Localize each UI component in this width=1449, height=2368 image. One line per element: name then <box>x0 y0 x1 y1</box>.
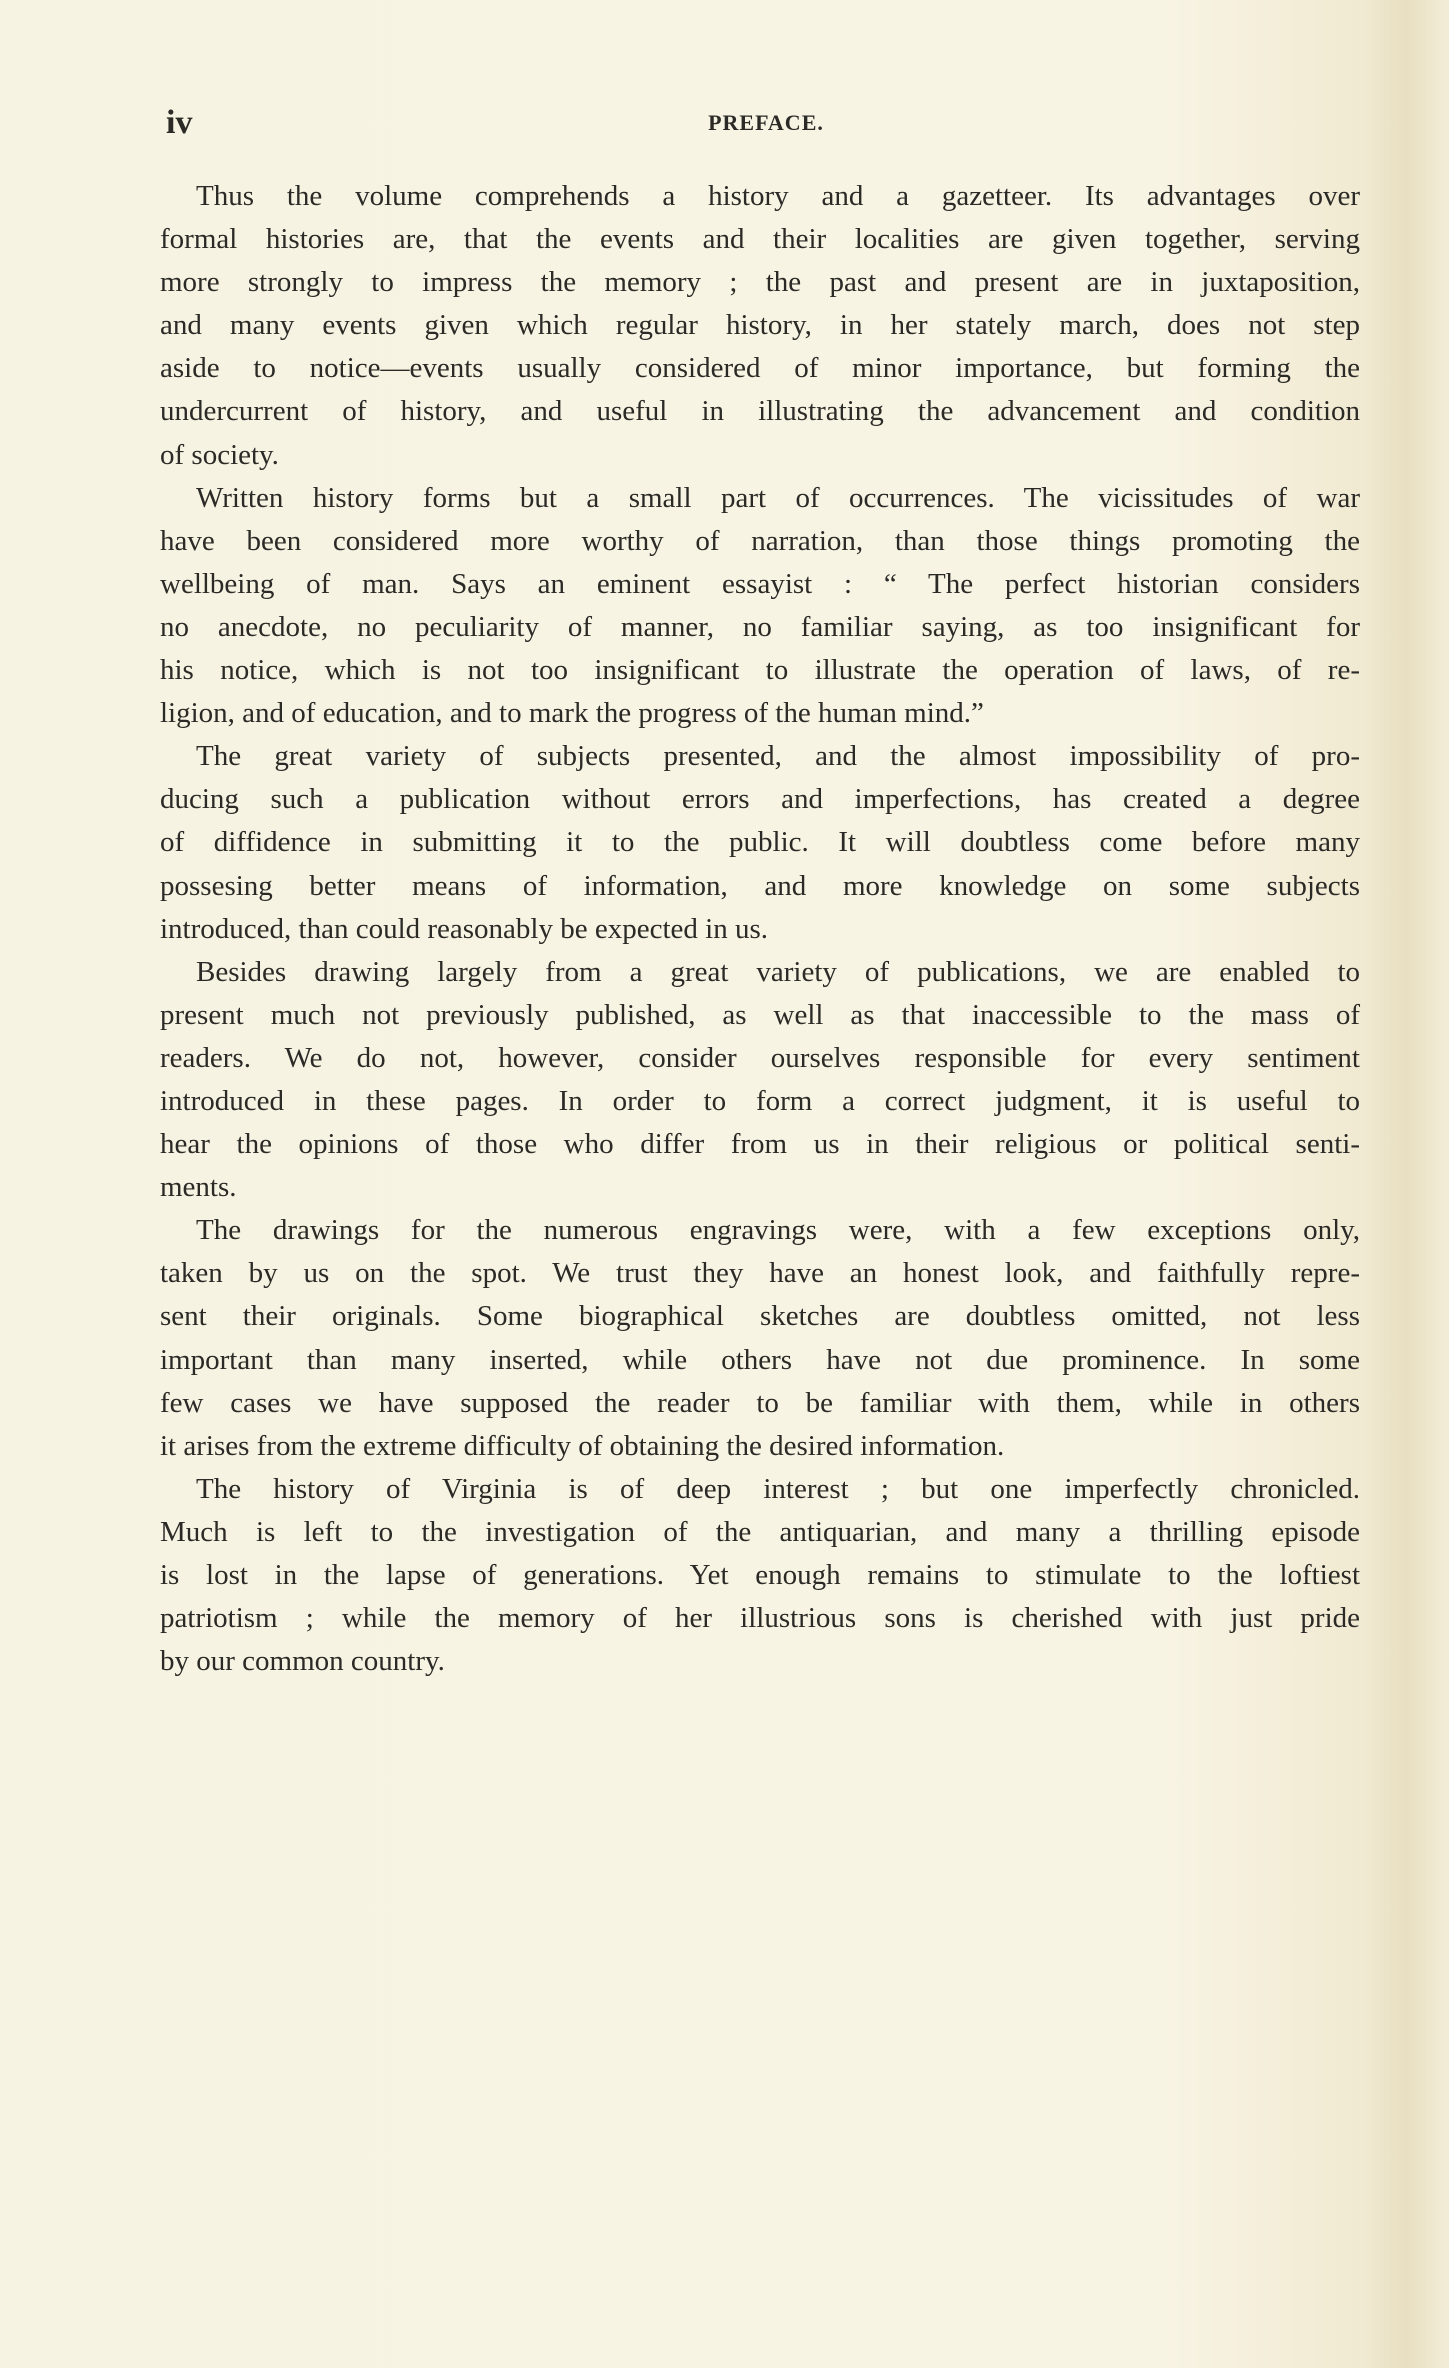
paragraph <box>160 951 1360 1210</box>
text-line: of society. <box>160 438 279 471</box>
text-line: few cases we have supposed the reader to be familiar with them, while in others <box>160 1386 1360 1419</box>
text-line: important than many inserted, while others have not due prominence. In some <box>160 1343 1360 1376</box>
text-line: sent their originals. Some biographical sketches are doubtless omitted, not less <box>160 1300 1360 1333</box>
text-line: and many events given which regular history, in her stately march, does not step <box>160 309 1360 342</box>
text-line: readers. We do not, however, consider ourselves responsible for every sentiment <box>160 1041 1360 1074</box>
text-line: his notice, which is not too insignificant to illustrate the operation of laws, of re- <box>160 654 1360 687</box>
text-line: The history of Virginia is of deep interest ; but one imperfectly chronicled. <box>196 1472 1360 1505</box>
running-title: PREFACE. <box>708 110 824 135</box>
paragraph <box>160 1468 1360 1683</box>
page-number: iv <box>166 104 193 141</box>
running-header <box>166 104 1366 144</box>
text-line: The drawings for the numerous engravings were, with a few exceptions only, <box>196 1214 1360 1247</box>
text-line: no anecdote, no peculiarity of manner, no familiar saying, as too insignificant for <box>160 610 1360 643</box>
text-line: Thus the volume comprehends a history and a gazetteer. Its advantages over <box>196 180 1360 212</box>
text-line: possesing better means of information, and more knowledge on some subjects <box>160 869 1360 902</box>
text-line: wellbeing of man. Says an eminent essayist : “ The perfect historian considers <box>160 567 1360 600</box>
text-line: taken by us on the spot. We trust they have an honest look, and faithfully repre- <box>160 1257 1360 1290</box>
paragraph <box>160 477 1360 736</box>
text-line: introduced, than could reasonably be expected in us. <box>160 912 768 945</box>
text-line: undercurrent of history, and useful in illustrating the advancement and condition <box>160 395 1360 428</box>
text-line: hear the opinions of those who differ from us in their religious or political senti- <box>160 1128 1360 1161</box>
text-line: introduced in these pages. In order to form a correct judgment, it is useful to <box>160 1084 1360 1117</box>
text-line: Written history forms but a small part of occurrences. The vicissitudes of war <box>196 481 1360 514</box>
preface-body <box>160 175 1360 1683</box>
text-line: ments. <box>160 1171 237 1204</box>
text-line: of diffidence in submitting it to the public. It will doubtless come before many <box>160 826 1360 859</box>
text-line: is lost in the lapse of generations. Yet enough remains to stimulate to the loftiest <box>160 1559 1360 1591</box>
text-line: Besides drawing largely from a great variety of publications, we are enabled to <box>196 955 1360 988</box>
text-line: The great variety of subjects presented, and the almost impossibility of pro- <box>196 740 1360 773</box>
paragraph <box>160 735 1360 950</box>
text-line: formal histories are, that the events and their localities are given together, serving <box>160 223 1360 256</box>
text-line: present much not previously published, as well as that inaccessible to the mass of <box>160 998 1360 1031</box>
text-line: patriotism ; while the memory of her illustrious sons is cherished with just pride <box>160 1602 1360 1635</box>
text-line: ducing such a publication without errors and imperfections, has created a degree <box>160 783 1360 816</box>
text-line: Much is left to the investigation of the antiquarian, and many a thrilling episode <box>160 1515 1360 1548</box>
paragraph <box>160 1209 1360 1468</box>
text-line: aside to notice—events usually considered of minor importance, but forming the <box>160 352 1360 385</box>
text-line: it arises from the extreme difficulty of obtaining the desired information. <box>160 1429 1005 1462</box>
paragraph <box>160 175 1360 477</box>
text-line: by our common country. <box>160 1645 445 1678</box>
text-line: more strongly to impress the memory ; the past and present are in juxtaposition, <box>160 266 1360 299</box>
text-line: ligion, and of education, and to mark the progress of the human mind.” <box>160 697 984 730</box>
text-line: have been considered more worthy of narration, than those things promoting the <box>160 524 1360 557</box>
